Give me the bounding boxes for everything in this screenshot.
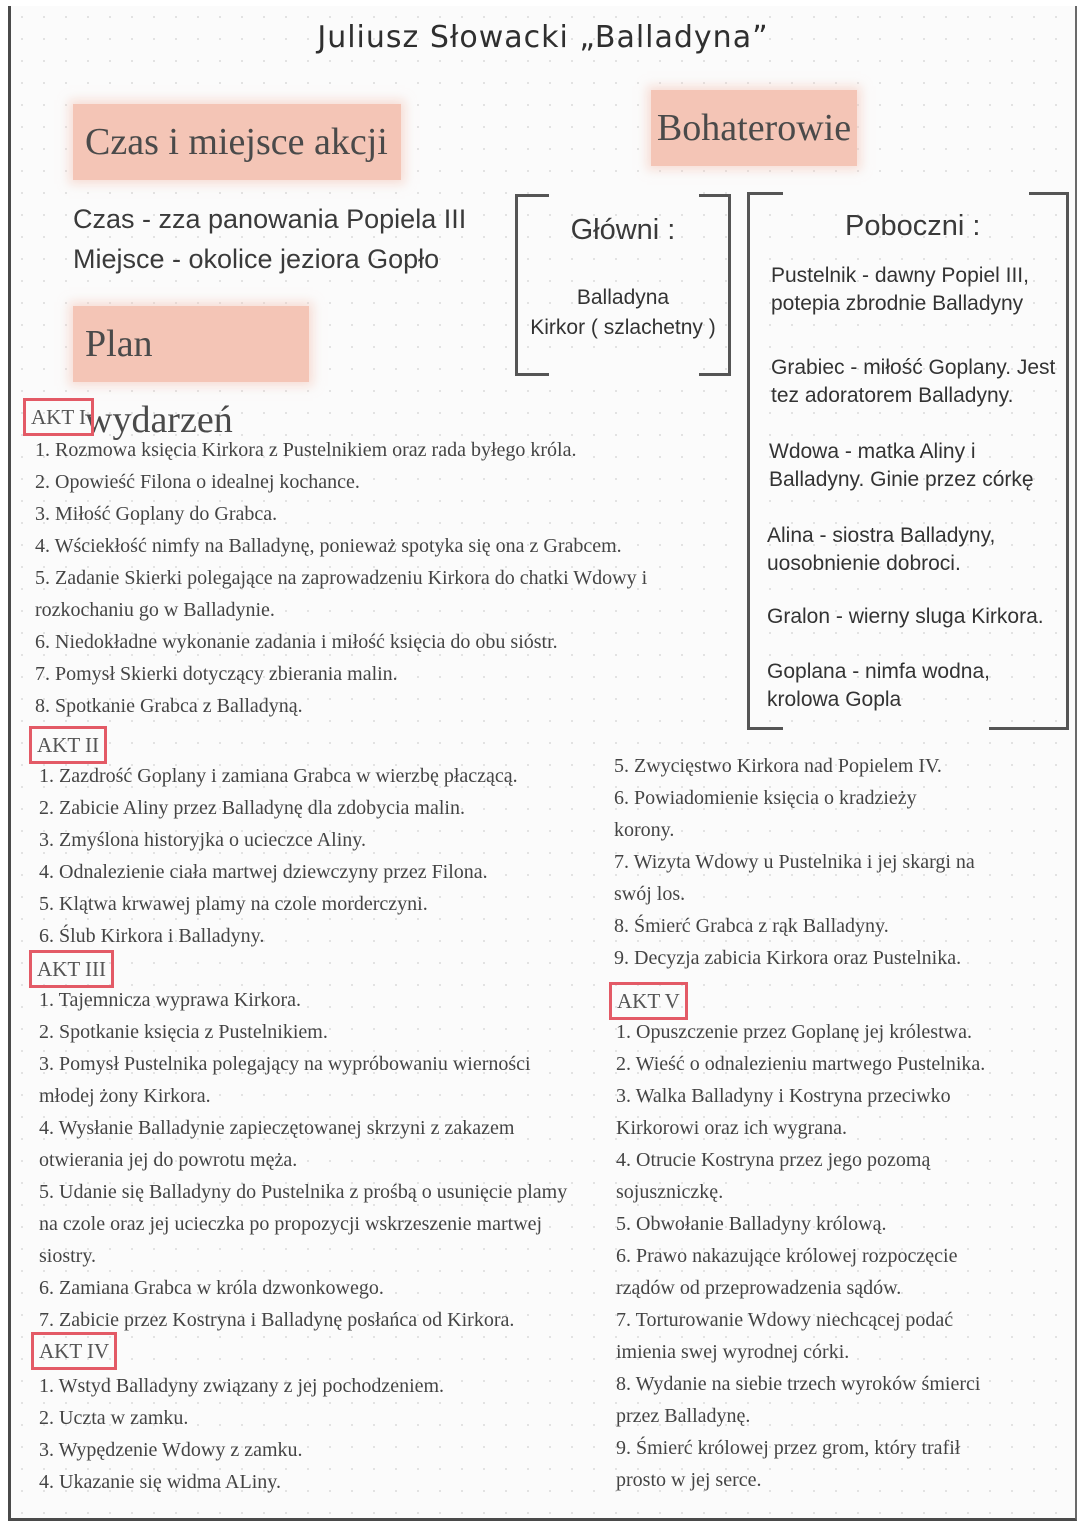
- list-item: 5. Obwołanie Balladyny królową.: [616, 1213, 887, 1235]
- list-item: 4. Ukazanie się widma ALiny.: [39, 1471, 281, 1493]
- list-item: młodej żony Kirkora.: [39, 1085, 211, 1107]
- akt-4-label: AKT IV: [31, 1332, 117, 1370]
- akt-5-list: [616, 1016, 985, 1496]
- list-item: 3. Pomysł Pustelnika polegający na wypróbowaniu wierności: [39, 1053, 531, 1075]
- list-item: 6. Prawo nakazujące królowej rozpoczęcie: [616, 1245, 958, 1267]
- list-item: 6. Niedokładne wykonanie zadania i miłość księcia do obu sióstr.: [35, 631, 558, 653]
- list-item: 9. Śmierć królowej przez grom, który trafił: [616, 1437, 961, 1459]
- glowni-item-balladyna: Balladyna: [576, 286, 670, 309]
- notebook-page: [8, 6, 1077, 1521]
- poboczni-heading: Poboczni :: [845, 210, 981, 242]
- list-item: 1. Tajemnicza wyprawa Kirkora.: [39, 989, 302, 1011]
- poboczni-wdowa: Wdowa - matka Aliny i Balladyny. Ginie przez córkę: [769, 440, 1034, 491]
- list-item: sojuszniczkę.: [616, 1181, 724, 1203]
- list-item: 1. Opuszczenie przez Goplanę jej królestwa.: [616, 1021, 972, 1043]
- list-item: 6. Powiadomienie księcia o kradzieży: [614, 787, 917, 809]
- list-item: 5. Zadanie Skierki polegające na zaprowadzeniu Kirkora do chatki Wdowy i: [35, 567, 648, 589]
- poboczni-alina: Alina - siostra Balladyny, uosobnienie dobroci.: [767, 524, 996, 575]
- list-item: rozkochaniu go w Balladynie.: [35, 599, 275, 621]
- list-item: 7. Wizyta Wdowy u Pustelnika i jej skargi na: [614, 851, 975, 873]
- list-item: 4. Otrucie Kostryna przez jego pozomą: [616, 1149, 931, 1171]
- list-item: 1. Rozmowa księcia Kirkora z Pustelnikiem oraz rada byłego króla.: [35, 439, 577, 461]
- heading-bohaterowie: Bohaterowie: [651, 90, 857, 166]
- poboczni-bracket-gap-bottom: [783, 722, 989, 732]
- list-item: 5. Klątwa krwawej plamy na czole morderczyni.: [39, 893, 428, 915]
- list-item: 7. Torturowanie Wdowy niechcącej podać: [616, 1309, 954, 1331]
- list-item: 3. Zmyślona historyjka o ucieczce Aliny.: [39, 829, 366, 851]
- list-item: 2. Uczta w zamku.: [39, 1407, 189, 1429]
- list-item: imienia swej wyrodnej córki.: [616, 1341, 850, 1363]
- list-item: 1. Zazdrość Goplany i zamiana Grabca w wierzbę płaczącą.: [39, 765, 518, 787]
- list-item: na czole oraz jej ucieczka po propozycji wskrzeszenie martwej: [39, 1213, 543, 1235]
- poboczni-pustelnik: Pustelnik - dawny Popiel III, potepia zbrodnie Balladyny: [771, 264, 1029, 315]
- list-item: 3. Miłość Goplany do Grabca.: [35, 503, 278, 525]
- list-item: 5. Zwycięstwo Kirkora nad Popielem IV.: [614, 755, 942, 777]
- akt-3-list: [39, 984, 567, 1336]
- list-item: 4. Wściekłość nimfy na Balladynę, ponieważ spotyka się ona z Grabcem.: [35, 535, 622, 557]
- glowni-item-kirkor: Kirkor ( szlachetny ): [530, 316, 716, 339]
- list-item: 9. Decyzja zabicia Kirkora oraz Pustelnika.: [614, 947, 962, 969]
- list-item: 7. Zabicie przez Kostryna i Balladynę posłańca od Kirkora.: [39, 1309, 515, 1331]
- list-item: 1. Wstyd Balladyny związany z jej pochodzeniem.: [39, 1375, 445, 1397]
- list-item: 2. Opowieść Filona o idealnej kochance.: [35, 471, 360, 493]
- akt-3-label: AKT III: [29, 950, 114, 988]
- poboczni-gralon: Gralon - wierny sluga Kirkora.: [767, 605, 1044, 628]
- poboczni-bracket-gap-top: [783, 189, 1029, 199]
- akt-1-label: AKT I: [23, 398, 94, 436]
- czas-text: Czas - zza panowania Popiela III: [73, 204, 467, 234]
- list-item: przez Balladynę.: [616, 1405, 751, 1427]
- list-item: 2. Spotkanie księcia z Pustelnikiem.: [39, 1021, 328, 1043]
- list-item: otwierania jej do powrotu męża.: [39, 1149, 298, 1171]
- list-item: Kirkorowi oraz ich wygrana.: [616, 1117, 848, 1139]
- akt-4-list: [39, 1370, 444, 1498]
- glowni-bracket-gap-bottom: [549, 368, 699, 378]
- list-item: rządów od przeprowadzenia sądów.: [616, 1277, 902, 1299]
- list-item: 8. Spotkanie Grabca z Balladyną.: [35, 695, 303, 717]
- list-item: 8. Wydanie na siebie trzech wyroków śmierci: [616, 1373, 981, 1395]
- glowni-bracket-gap-top: [549, 191, 699, 201]
- poboczni-goplana: Goplana - nimfa wodna, krolowa Gopla: [767, 660, 990, 711]
- akt-5-label: AKT V: [609, 982, 688, 1020]
- akt-4-continued-list: [614, 750, 975, 974]
- list-item: 6. Zamiana Grabca w króla dzwonkowego.: [39, 1277, 384, 1299]
- akt-1-list: [35, 434, 647, 722]
- akt-2-label: AKT II: [29, 726, 107, 764]
- list-item: 7. Pomysł Skierki dotyczący zbierania malin.: [35, 663, 398, 685]
- glowni-heading: Główni :: [570, 214, 676, 246]
- page-title: Juliusz Słowacki „Balladyna”: [317, 20, 769, 55]
- poboczni-grabiec: Grabiec - miłość Goplany. Jest tez adoratorem Balladyny.: [771, 356, 1056, 407]
- list-item: swój los.: [614, 883, 686, 905]
- heading-czas-miejsce: Czas i miejsce akcji: [73, 104, 401, 180]
- list-item: 2. Wieść o odnalezieniu martwego Pustelnika.: [616, 1053, 986, 1075]
- miejsce-text: Miejsce - okolice jeziora Gopło: [73, 244, 440, 274]
- list-item: korony.: [614, 819, 675, 841]
- list-item: prosto w jej serce.: [616, 1469, 762, 1491]
- list-item: 2. Zabicie Aliny przez Balladynę dla zdobycia malin.: [39, 797, 465, 819]
- akt-2-list: [39, 760, 518, 952]
- list-item: 4. Odnalezienie ciała martwej dziewczyny przez Filona.: [39, 861, 488, 883]
- list-item: 5. Udanie się Balladyny do Pustelnika z prośbą o usunięcie plamy: [39, 1181, 568, 1203]
- list-item: 8. Śmierć Grabca z rąk Balladyny.: [614, 915, 889, 937]
- list-item: 6. Ślub Kirkora i Balladyny.: [39, 925, 265, 947]
- list-item: siostry.: [39, 1245, 97, 1267]
- list-item: 3. Wypędzenie Wdowy z zamku.: [39, 1439, 303, 1461]
- list-item: 3. Walka Balladyny i Kostryna przeciwko: [616, 1085, 951, 1107]
- heading-plan: Plan wydarzeń: [73, 306, 309, 382]
- list-item: 4. Wysłanie Balladynie zapieczętowanej skrzyni z zakazem: [39, 1117, 515, 1139]
